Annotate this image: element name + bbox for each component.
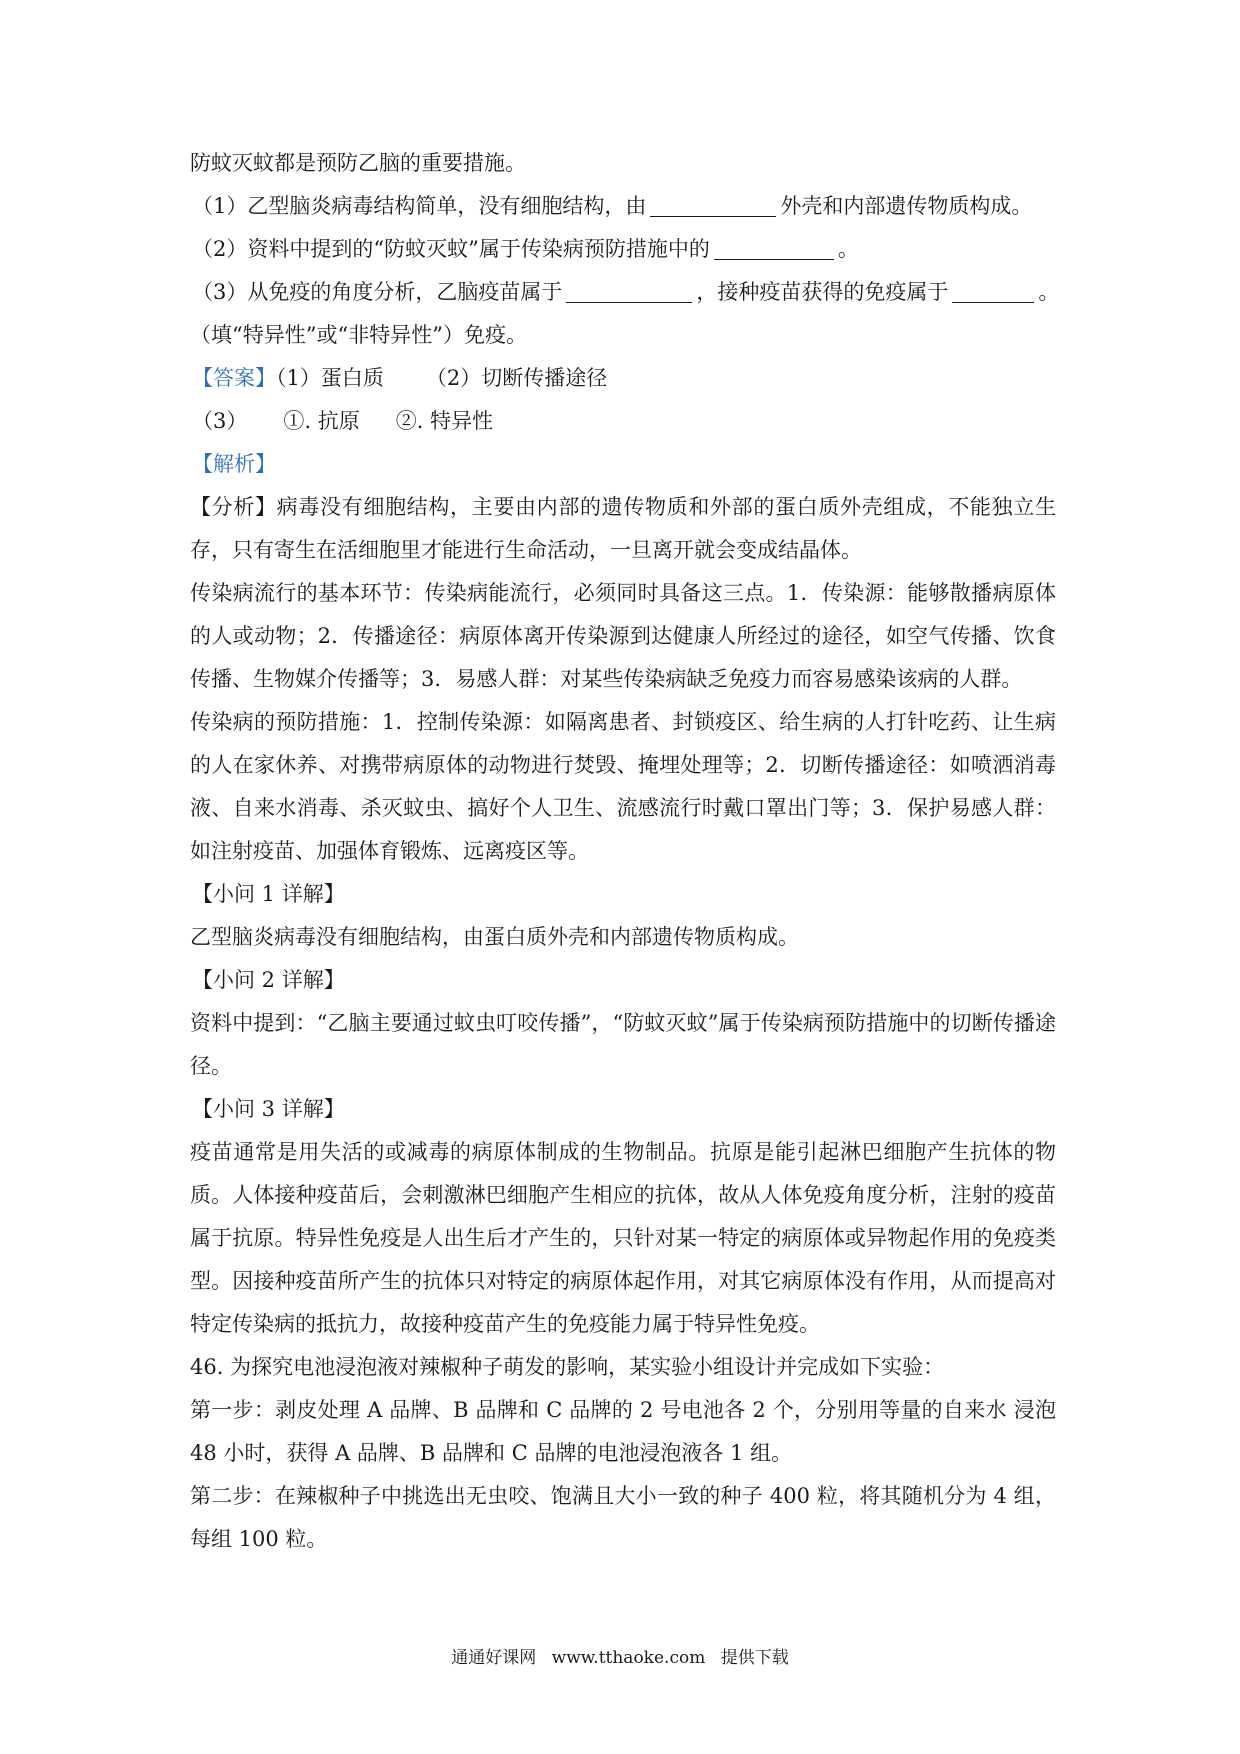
question-46-step-2: 第二步：在辣椒种子中挑选出无虫咬、饱满且大小一致的种子 400 粒，将其随机分为 4 组，每组 100 粒。 [190, 1484, 1056, 1551]
answer-label: 【答案】 [192, 366, 276, 390]
question-3 [190, 271, 1060, 314]
question-2-prefix: （2）资料中提到的“防蚊灭蚊”属于传染病预防措施中的 [192, 237, 710, 261]
footer-note: 提供下载 [720, 1648, 789, 1668]
answer-blank-2 [714, 237, 834, 260]
question-2-suffix: 。 [837, 237, 859, 261]
question-3-note: （填“特异性”或“非特异性”）免疫。 [190, 323, 527, 347]
answer-blank-3a [566, 280, 692, 303]
sub-question-2-text: 资料中提到：“乙脑主要通过蚊虫叮咬传播”，“防蚊灭蚊”属于传染病预防措施中的切断传播途径。 [190, 1011, 1056, 1078]
analysis-paragraph [190, 486, 1056, 572]
analysis-label: 【解析】 [192, 452, 276, 476]
answer-3-number: （3） [192, 409, 248, 433]
answer-line-1 [190, 357, 1056, 400]
answer-2: （2）切断传播途径 [425, 366, 608, 390]
sub-question-3-heading: 【小问 3 详解】 [192, 1097, 345, 1121]
answer-blank-3b [952, 280, 1034, 303]
answer-line-2 [190, 400, 1056, 443]
answer-3-part-1: ①. 抗原 [283, 409, 360, 433]
question-2 [190, 228, 1056, 271]
answer-blank-1 [650, 194, 776, 217]
page-footer [0, 1646, 1240, 1670]
footer-site-name: 通通好课网 [451, 1648, 537, 1668]
question-46-title: 46. 为探究电池浸泡液对辣椒种子萌发的影响，某实验小组设计并完成如下实验： [190, 1355, 945, 1379]
sub-question-3-text: 疫苗通常是用失活的或减毒的病原体制成的生物制品。抗原是能引起淋巴细胞产生抗体的物质。人体接种疫苗后，会刺激淋巴细胞产生相应的抗体，故从人体免疫角度分析，注射的疫苗属于抗原。特异性免疫是人出生后才产生的，只针对某一特定的病原体或异物起作用的免疫类型。因接种疫苗所产生的抗体只对特定的病原体起作用，对其它病原体没有作用，从而提高对特定传染病的抵抗力，故接种疫苗产生的免疫能力属于特异性免疫。 [190, 1140, 1056, 1336]
question-3-middle: ，接种疫苗获得的免疫属于 [696, 280, 949, 304]
question-3-prefix: （3）从免疫的角度分析，乙脑疫苗属于 [192, 280, 563, 304]
intro-line: 防蚊灭蚊都是预防乙脑的重要措施。 [190, 151, 526, 175]
question-46-step-1: 第一步：剥皮处理 A 品牌、B 品牌和 C 品牌的 2 号电池各 2 个，分别用等量的自来水 浸泡 48 小时，获得 A 品牌、B 品牌和 C 品牌的电池浸泡液各 1 组。 [190, 1398, 1056, 1465]
question-1 [190, 185, 1056, 228]
question-3-suffix: 。 [1038, 280, 1060, 304]
fenxi-text: 病毒没有细胞结构，主要由内部的遗传物质和外部的蛋白质外壳组成，不能独立生存，只有寄生在活细胞里才能进行生命活动，一旦离开就会变成结晶体。 [190, 495, 1057, 562]
document-page [190, 142, 1060, 1561]
sub-question-2-heading: 【小问 2 详解】 [192, 968, 345, 992]
answer-1: （1）蛋白质 [276, 366, 384, 390]
sub-question-1-heading: 【小问 1 详解】 [192, 882, 345, 906]
question-1-suffix: 外壳和内部遗传物质构成。 [780, 194, 1033, 218]
prevention-paragraph: 传染病的预防措施：1．控制传染源：如隔离患者、封锁疫区、给生病的人打针吃药、让生病的人在家休养、对携带病原体的动物进行焚毁、掩埋处理等；2．切断传播途径：如喷洒消毒液、自来水消毒、杀灭蚊虫、搞好个人卫生、流感流行时戴口罩出门等；3．保护易感人群：如注射疫苗、加强体育锻炼、远离疫区等。 [190, 710, 1056, 863]
fenxi-label: 【分析】 [190, 495, 277, 519]
sub-question-1-text: 乙型脑炎病毒没有细胞结构，由蛋白质外壳和内部遗传物质构成。 [190, 925, 799, 949]
transmission-paragraph: 传染病流行的基本环节：传染病能流行，必须同时具备这三点。1．传染源：能够散播病原体的人或动物；2．传播途径：病原体离开传染源到达健康人所经过的途径，如空气传播、饮食传播、生物媒介传播等；3．易感人群：对某些传染病缺乏免疫力而容易感染该病的人群。 [190, 581, 1056, 691]
footer-url[interactable]: www.tthaoke.com [551, 1648, 706, 1668]
question-1-prefix: （1）乙型脑炎病毒结构简单，没有细胞结构，由 [192, 194, 647, 218]
answer-3-part-2: ②. 特异性 [395, 409, 494, 433]
